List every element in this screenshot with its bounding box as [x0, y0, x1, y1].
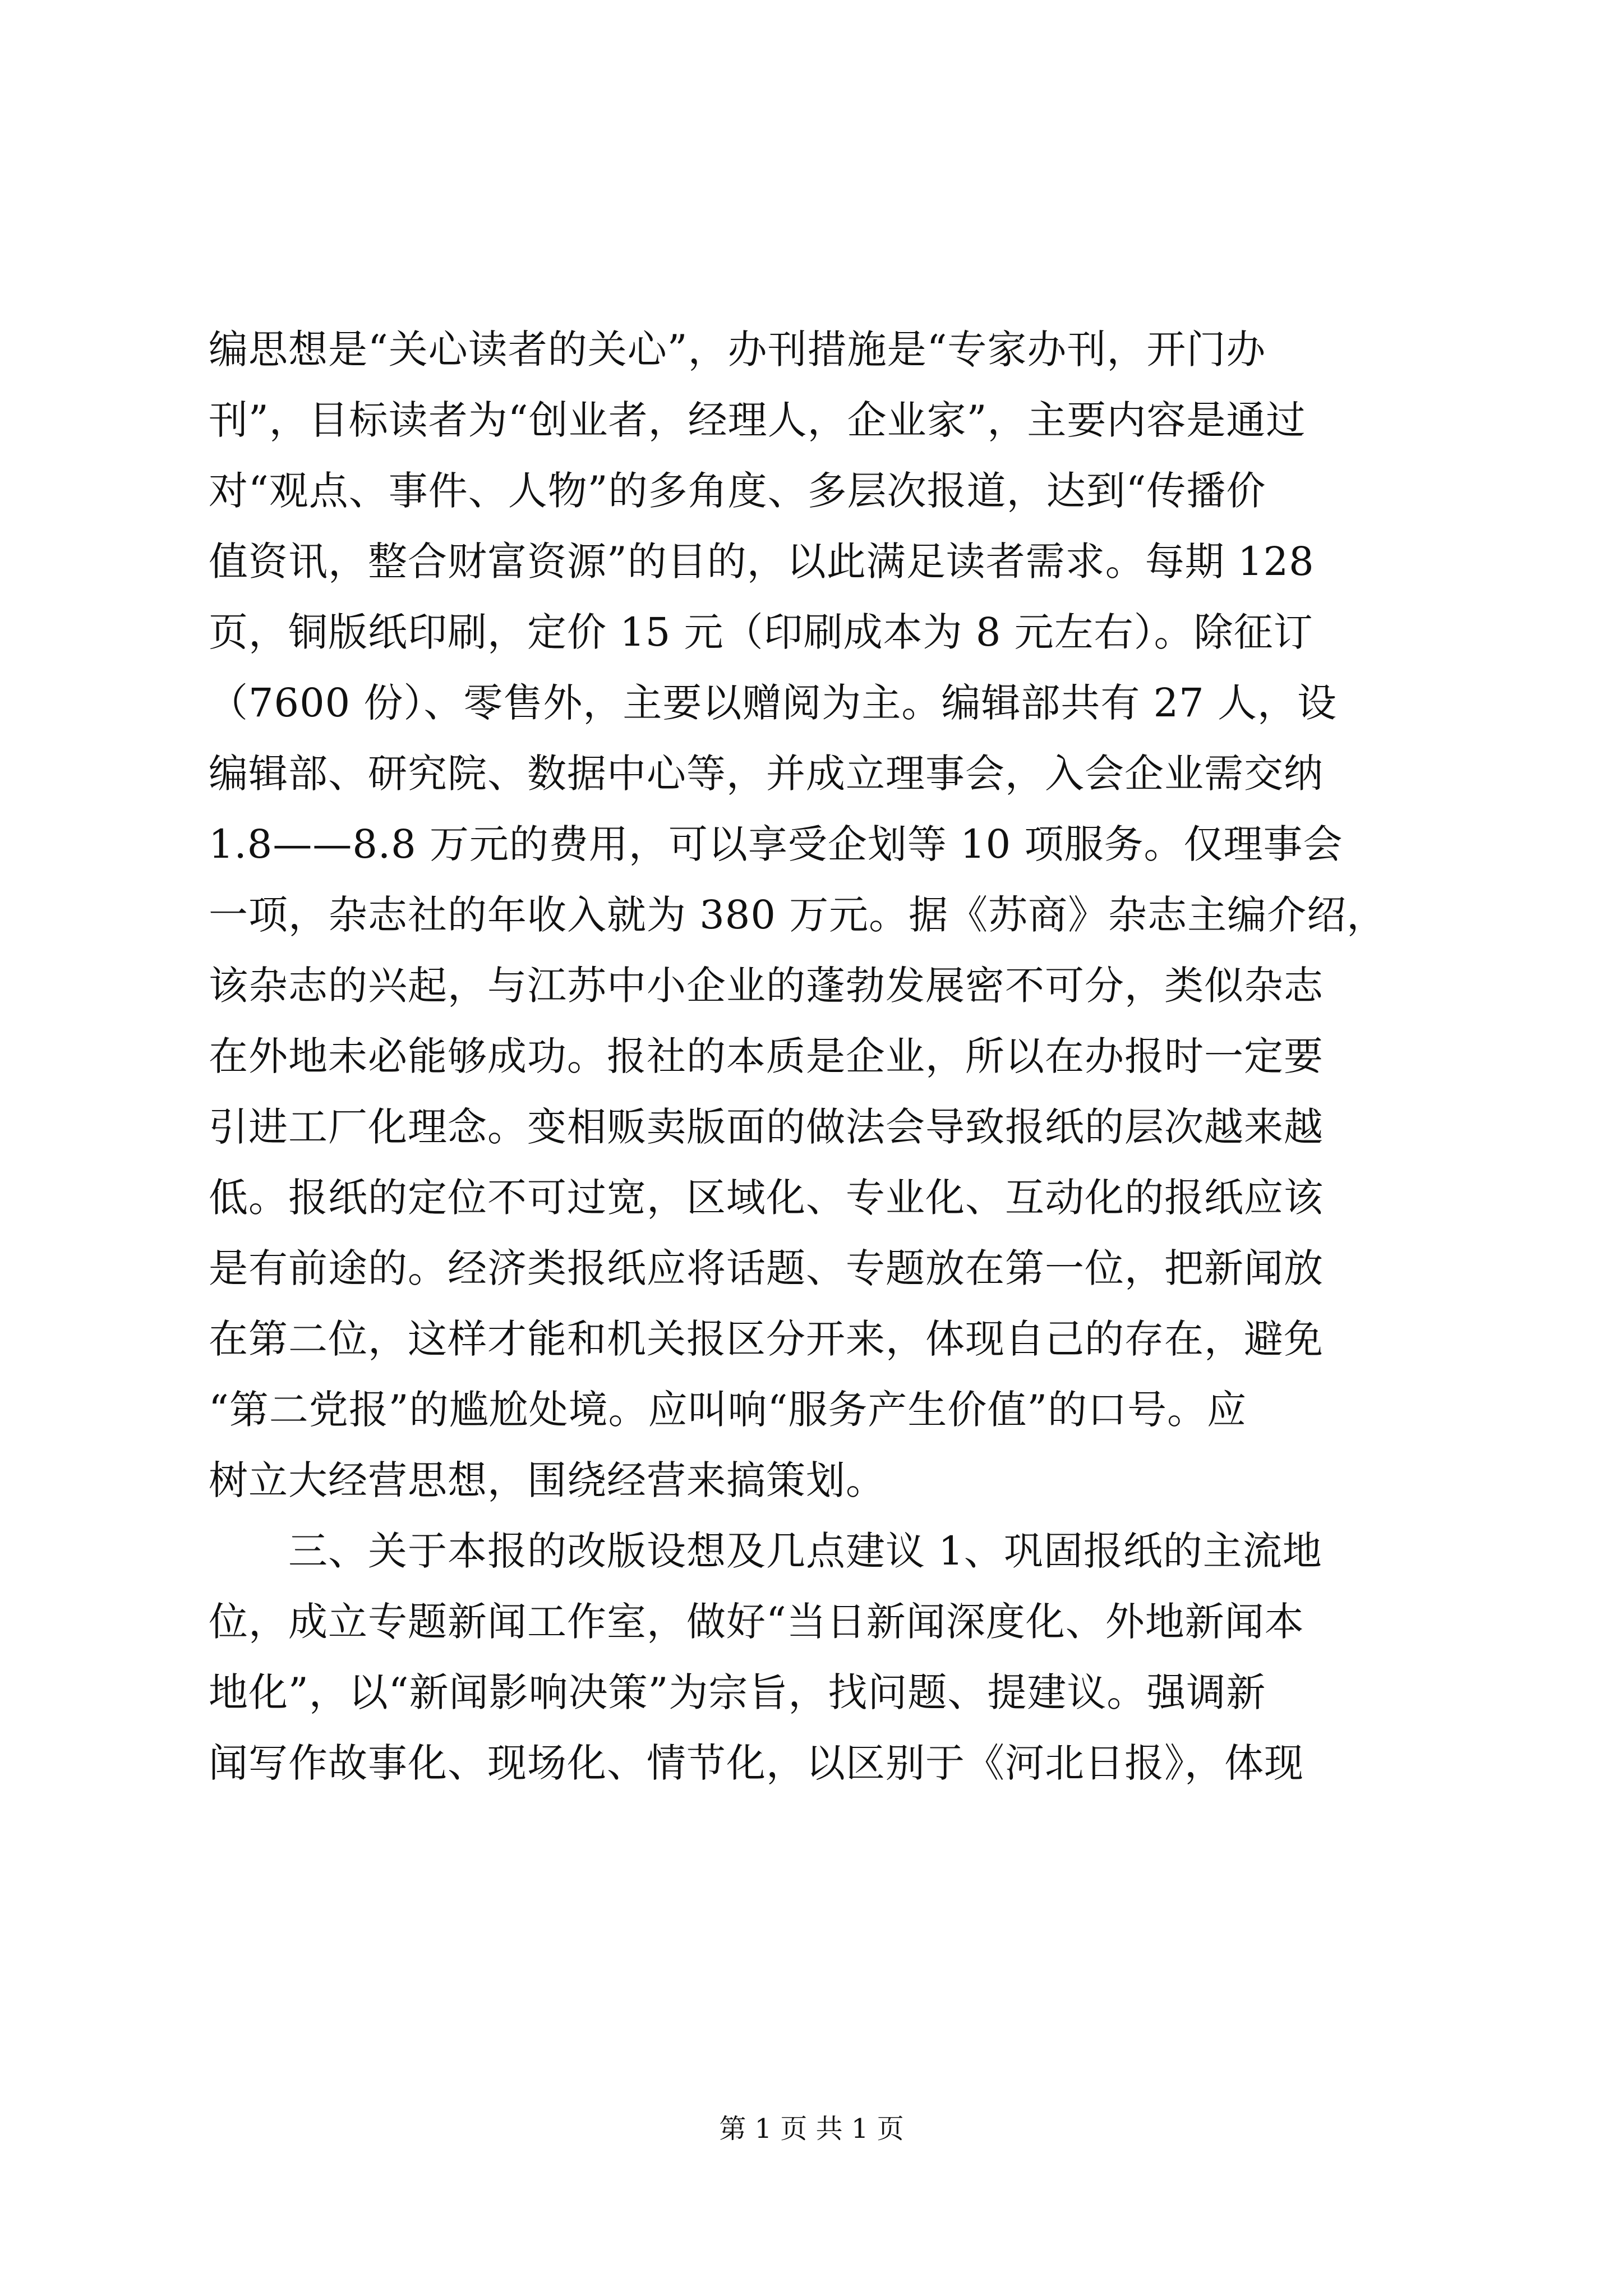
- page-footer: 第 1 页 共 1 页: [719, 2113, 904, 2145]
- text-line: 是有前途的。经济类报纸应将话题、专题放在第一位，把新闻放: [209, 1245, 1324, 1291]
- text-line: 位，成立专题新闻工作室，做好“当日新闻深度化、外地新闻本: [209, 1599, 1304, 1645]
- text-line: 编思想是“关心读者的关心”，办刊措施是“专家办刊，开门办: [209, 326, 1266, 372]
- text-line: 对“观点、事件、人物”的多角度、多层次报道，达到“传播价: [209, 468, 1266, 514]
- text-line: 编辑部、研究院、数据中心等，并成立理事会，入会企业需交纳: [209, 751, 1324, 797]
- text-line: 值资讯，整合财富资源”的目的，以此满足读者需求。每期 128: [209, 539, 1315, 585]
- text-line: （7600 份）、零售外，主要以赠阅为主。编辑部共有 27 人，设: [209, 680, 1337, 726]
- text-line: 在第二位，这样才能和机关报区分开来，体现自己的存在，避免: [209, 1316, 1324, 1362]
- text-line: 闻写作故事化、现场化、情节化，以区别于《河北日报》，体现: [209, 1740, 1304, 1786]
- text-line: 低。报纸的定位不可过宽，区域化、专业化、互动化的报纸应该: [209, 1175, 1324, 1221]
- text-line: 在外地未必能够成功。报社的本质是企业，所以在办报时一定要: [209, 1033, 1324, 1079]
- text-line: “第二党报”的尴尬处境。应叫响“服务产生价值”的口号。应: [209, 1387, 1247, 1433]
- text-line: 刊”，目标读者为“创业者，经理人，企业家”，主要内容是通过: [209, 397, 1306, 443]
- text-line: 三、关于本报的改版设想及几点建议 1、巩固报纸的主流地: [209, 1528, 1322, 1574]
- text-line: 树立大经营思想，围绕经营来搞策划。: [209, 1457, 886, 1503]
- text-line: 该杂志的兴起，与江苏中小企业的蓬勃发展密不可分，类似杂志: [209, 963, 1324, 1009]
- text-line: 引进工厂化理念。变相贩卖版面的做法会导致报纸的层次越来越: [209, 1104, 1324, 1150]
- text-line: 1.8——8.8 万元的费用，可以享受企划等 10 项服务。仅理事会: [209, 821, 1343, 867]
- body-text: [209, 314, 1414, 1798]
- text-line: 一项，杂志社的年收入就为 380 万元。据《苏商》杂志主编介绍，: [209, 892, 1387, 938]
- text-line: 页，铜版纸印刷，定价 15 元（印刷成本为 8 元左右）。除征订: [209, 609, 1313, 655]
- text-line: 地化”，以“新闻影响决策”为宗旨，找问题、提建议。强调新: [209, 1669, 1266, 1715]
